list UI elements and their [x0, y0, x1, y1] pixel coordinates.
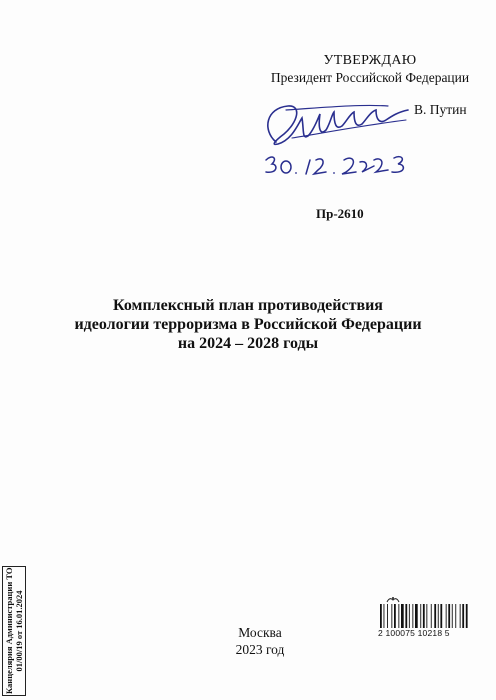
signer-name: В. Путин [414, 102, 467, 117]
approval-title: УТВЕРЖДАЮ [323, 53, 417, 68]
handwritten-signature [258, 100, 418, 154]
document-title [40, 296, 456, 353]
approval-block [260, 52, 480, 86]
document-number: Пр-2610 [316, 206, 364, 221]
registration-stamp [2, 566, 26, 696]
registration-stamp-number: 01/00/19 от 16.01.2024 [14, 590, 24, 672]
approval-position: Президент Российской Федерации [270, 70, 470, 85]
barcode-block [378, 596, 478, 644]
document-title-line: идеологии терроризма в Российской Федерации [74, 316, 422, 333]
document-title-line: Комплексный план противодействия [113, 297, 383, 314]
emblem-mark-icon [386, 596, 400, 604]
year: 2023 год [235, 642, 285, 657]
city: Москва [238, 625, 282, 640]
registration-stamp-office: Канцелярия Администрации ТО [4, 567, 14, 694]
handwritten-date [262, 150, 422, 178]
barcode-icon [380, 604, 474, 628]
barcode-number: 2 100075 10218 5 [378, 628, 450, 638]
document-title-line: на 2024 – 2028 годы [177, 335, 319, 352]
place-and-year [200, 624, 320, 658]
